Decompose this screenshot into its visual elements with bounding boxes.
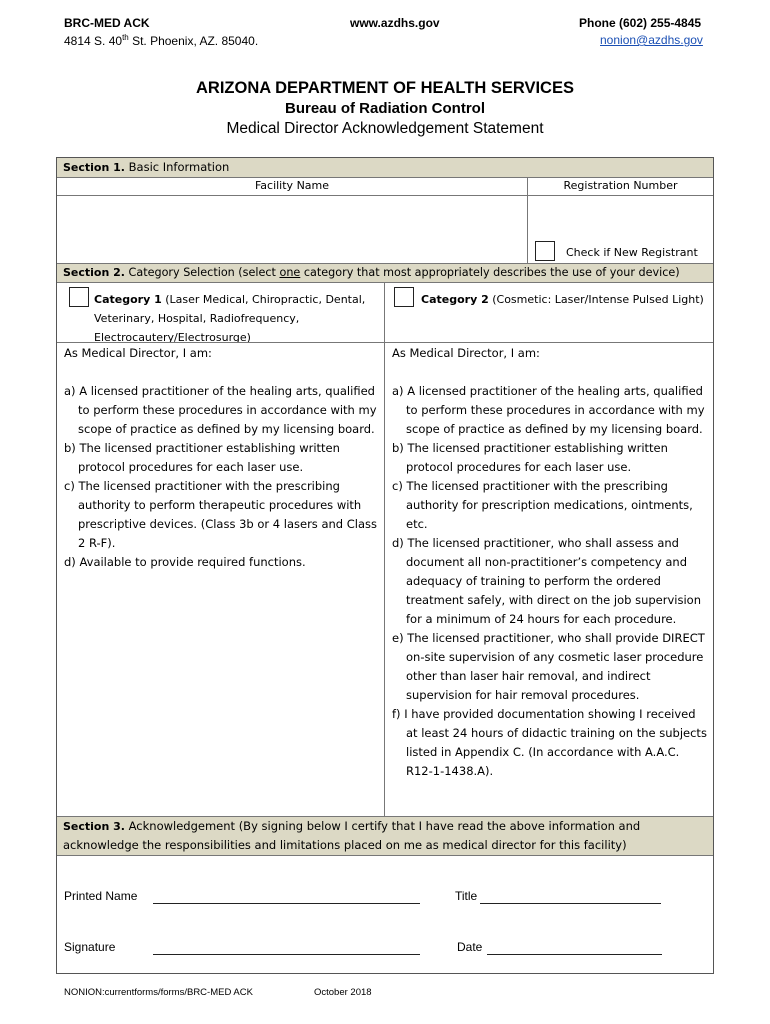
date-label: Date — [457, 940, 483, 954]
footer-date: October 2018 — [314, 987, 372, 998]
title-label: Title — [455, 889, 478, 903]
right-item-a: a) A licensed practitioner of the healing arts, qualified to perform these procedures in accordance with my scope of practice as defined by my licensing board. — [392, 384, 705, 436]
category1-requirements — [64, 344, 382, 572]
category1-checkbox[interactable] — [69, 287, 89, 307]
section3-header: Section 3. Acknowledgement (By signing below I certify that I have read the above information and acknowledge the responsibilities and limitations placed on me as medical director for this facility) — [57, 817, 713, 855]
left-intro: As Medical Director, I am: — [64, 346, 212, 360]
website[interactable]: www.azdhs.gov — [350, 16, 440, 30]
right-item-e: e) The licensed practitioner, who shall provide DIRECT on-site supervision of any cosmetic laser procedure other than laser hair removal, and indirect supervision for hair removal procedures. — [392, 631, 705, 702]
section1-header: Section 1. Basic Information — [57, 158, 713, 177]
registration-number-label: Registration Number — [563, 179, 678, 192]
address: 4814 S. 40th St. Phoenix, AZ. 85040. — [64, 33, 259, 48]
footer-path: NONION:currentforms/forms/BRC-MED ACK — [64, 987, 253, 998]
section2-header: Section 2. Category Selection (select one category that most appropriately describes the use of your device) — [57, 264, 713, 282]
date-field[interactable] — [487, 954, 662, 955]
right-item-c: c) The licensed practitioner with the prescribing authority for prescription medications, ointments, etc. — [392, 479, 693, 531]
left-item-b: b) The licensed practitioner establishing written protocol procedures for each laser use. — [64, 441, 340, 474]
department-title: ARIZONA DEPARTMENT OF HEALTH SERVICES — [196, 79, 574, 97]
category1-label: Category 1 (Laser Medical, Chiropractic, Dental, Veterinary, Hospital, Radiofrequency, Electrocautery/Electrosurge) — [94, 293, 366, 344]
registration-number-field[interactable] — [529, 196, 712, 236]
printed-name-label: Printed Name — [64, 889, 138, 903]
left-item-a: a) A licensed practitioner of the healing arts, qualified to perform these procedures in accordance with my scope of practice as defined by my licensing board. — [64, 384, 377, 436]
title-field[interactable] — [480, 903, 661, 904]
right-item-d: d) The licensed practitioner, who shall assess and document all non-practitioner’s competency and adequacy of training to perform the ordered treatment safely, with direct on the job supervision for a minimum of 24 hours for each procedure. — [392, 536, 701, 626]
new-registrant-checkbox[interactable] — [535, 241, 555, 261]
signature-field[interactable] — [153, 954, 420, 955]
left-item-c: c) The licensed practitioner with the prescribing authority to perform therapeutic procedures with prescriptive devices. (Class 3b or 4 lasers and Class 2 R-F). — [64, 479, 377, 550]
form-code: BRC-MED ACK — [64, 16, 150, 30]
right-intro: As Medical Director, I am: — [392, 346, 540, 360]
new-registrant-label: Check if New Registrant — [566, 246, 698, 259]
left-item-d: d) Available to provide required functions. — [64, 555, 306, 569]
category2-requirements — [392, 344, 708, 781]
right-item-f: f) I have provided documentation showing I received at least 24 hours of didactic training on the subjects listed in Appendix C. (In accordance with A.A.C. R12-1-1438.A). — [392, 707, 707, 778]
facility-name-label: Facility Name — [254, 179, 330, 192]
signature-label: Signature — [64, 940, 116, 954]
category2-label: Category 2 (Cosmetic: Laser/Intense Pulsed Light) — [421, 293, 704, 306]
email-link[interactable]: nonion@azdhs.gov — [600, 33, 703, 47]
phone: Phone (602) 255-4845 — [579, 16, 702, 30]
category2-checkbox[interactable] — [394, 287, 414, 307]
bureau-title: Bureau of Radiation Control — [285, 100, 485, 117]
printed-name-field[interactable] — [153, 903, 420, 904]
facility-name-field[interactable] — [58, 196, 526, 263]
statement-title: Medical Director Acknowledgement Statement — [226, 120, 544, 137]
right-item-b: b) The licensed practitioner establishing written protocol procedures for each laser use. — [392, 441, 668, 474]
